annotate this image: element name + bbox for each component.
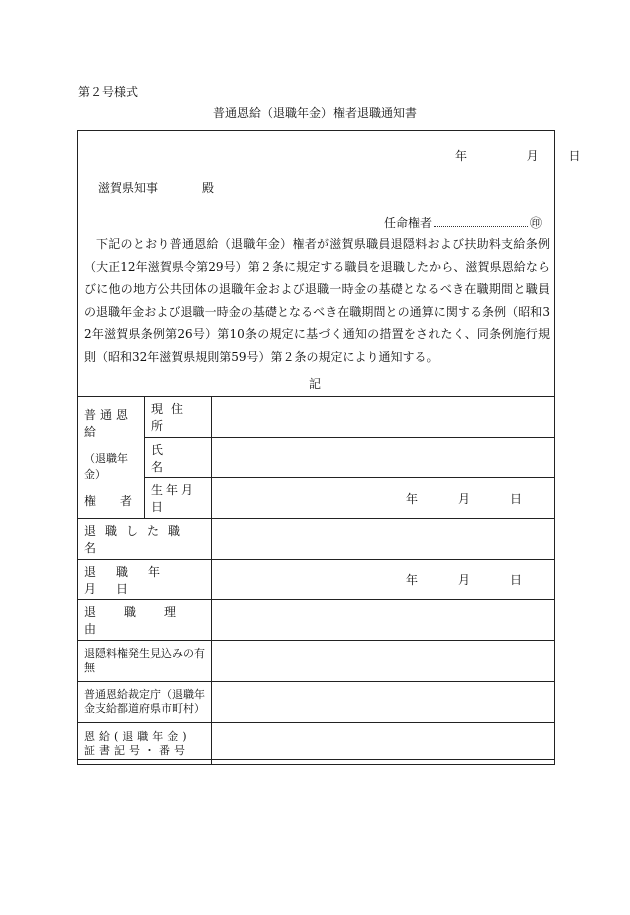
- office-field[interactable]: [212, 682, 555, 723]
- certificate-label: [78, 723, 212, 765]
- cert-label-line1: 恩給(退職年金): [84, 729, 191, 743]
- document-title: 普通恩給（退職年金）権者退職通知書: [212, 106, 417, 120]
- table-row: [78, 519, 555, 560]
- table-row: [78, 600, 555, 641]
- name-label: 氏名: [145, 438, 212, 478]
- reason-field[interactable]: [212, 600, 555, 641]
- table-row: [78, 641, 555, 682]
- position-field[interactable]: [212, 519, 555, 560]
- details-table: [77, 396, 555, 765]
- appointer-line: [384, 214, 542, 231]
- retire-year-unit: 年: [405, 573, 418, 587]
- retire-month-unit: 月: [457, 573, 470, 587]
- table-row: [78, 560, 555, 600]
- address-label: 現住所: [145, 397, 212, 438]
- seal-mark: ㊞: [530, 216, 543, 230]
- addressee-name: 滋賀県知事: [98, 181, 159, 195]
- birth-date-field[interactable]: [212, 478, 555, 519]
- position-label: 退職した職名: [78, 519, 212, 560]
- group-label-line3: 権 者: [84, 494, 133, 508]
- notice-body: 下記のとおり普通恩給（退職年金）権者が滋賀県職員退隠料および扶助料支給条例（大正12年滋賀県令第29号）第２条に規定する職員を退職したから、滋賀県恩給ならびに他の地方公共団体の退職年金および退職一時金の基礎となるべき在職期間と職員の退職年金および退職一時金の基礎となるべき在職期間との通算に関する条例（昭和32年滋賀県条例第26号）第10条の規定に基づく通知の措置をされたく、同条例施行規則（昭和32年滋賀県規則第59号）第２条の規定により通知する。: [84, 237, 550, 364]
- office-label: 普通恩給裁定庁（退職年金支給都道府県市町村）: [78, 682, 212, 723]
- table-row: [78, 682, 555, 723]
- reason-label: 退職理由: [78, 600, 212, 641]
- addressee-honorific: 殿: [202, 181, 215, 195]
- birth-year-unit: 年: [405, 491, 418, 506]
- appointer-label: 任命権者: [384, 216, 433, 230]
- severance-field[interactable]: [212, 641, 555, 682]
- table-row: [78, 478, 555, 519]
- table-row: [78, 723, 555, 765]
- table-row: [78, 438, 555, 478]
- pensioner-group-label: [78, 397, 145, 519]
- addressee: [98, 179, 214, 196]
- retire-date-label: 退職年月日: [78, 560, 212, 600]
- form-number: 第２号様式: [78, 85, 139, 99]
- severance-label: 退隠料権発生見込みの有無: [78, 641, 212, 682]
- cert-label-line2: 証書記号・番号: [84, 743, 189, 757]
- birth-day-unit: 日: [509, 491, 522, 506]
- address-field[interactable]: [212, 397, 555, 438]
- date-month: 月: [526, 149, 539, 163]
- table-row: [78, 397, 555, 438]
- birth-label: 生年月日: [145, 478, 212, 519]
- date-year: 年: [455, 149, 468, 163]
- ki-heading: 記: [308, 377, 321, 391]
- group-label-line1: 普通恩給: [84, 408, 133, 439]
- retire-date-field[interactable]: [212, 560, 555, 600]
- retire-day-unit: 日: [509, 573, 522, 587]
- group-label-line2: （退職年金）: [84, 452, 128, 481]
- date-day: 日: [568, 149, 581, 163]
- birth-month-unit: 月: [457, 491, 470, 506]
- name-field[interactable]: [212, 438, 555, 478]
- appointer-signature-field[interactable]: [434, 216, 528, 227]
- date-line: [455, 147, 581, 164]
- certificate-field[interactable]: [212, 723, 555, 765]
